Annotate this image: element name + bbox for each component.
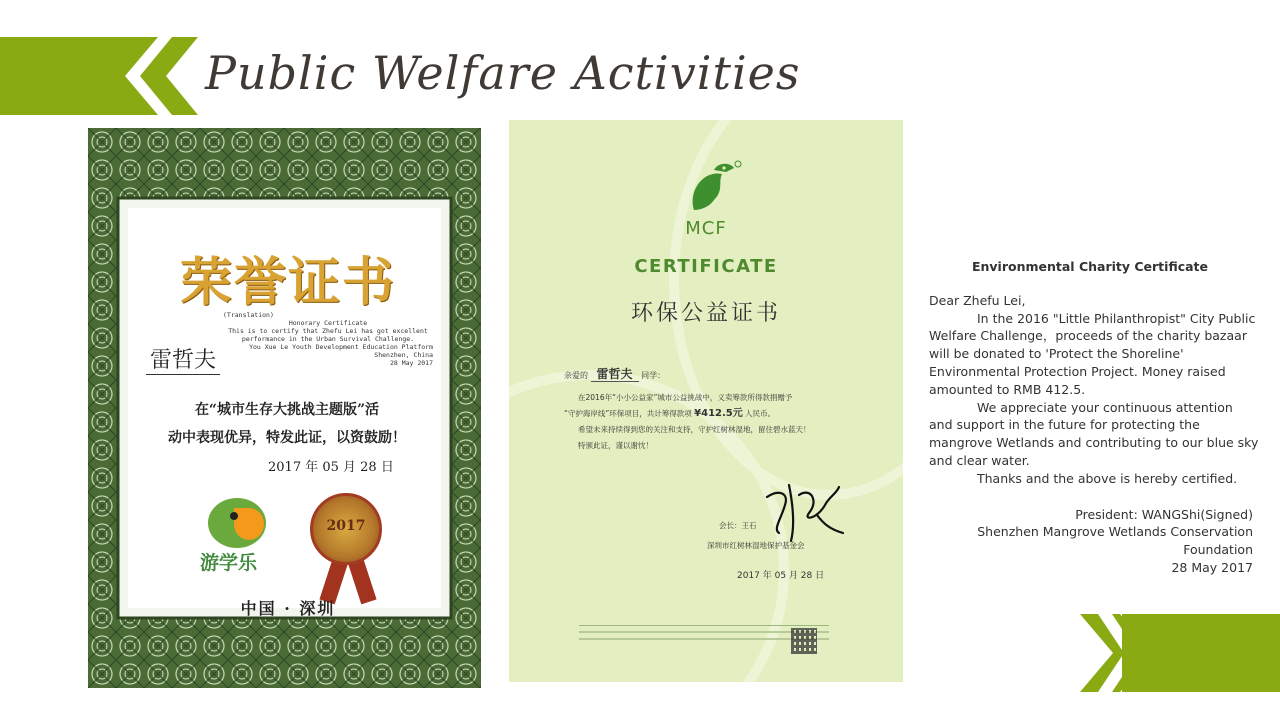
certificate-title-zh: 环保公益证书: [630, 301, 781, 326]
award-seal-icon: [310, 493, 382, 565]
footer-banner-bar: [1122, 614, 1280, 692]
signature-mark: [759, 475, 849, 545]
donation-amount: ¥412.5元: [694, 408, 743, 419]
letter-signature: [929, 506, 1253, 577]
logo-eye: [230, 512, 238, 520]
mcf-body-line: 在2016年“小小公益家”城市公益挑战中，义卖筹款所得款捐赠予: [578, 393, 793, 402]
letter-title: Environmental Charity Certificate: [971, 259, 1209, 274]
mcf-organization: 深圳市红树林湿地保护基金会: [707, 541, 805, 550]
mcf-body-pre: “守护海岸线”环保项目，共计筹得款项: [564, 409, 692, 418]
letter-paragraph: Thanks and the above is hereby certified.: [977, 470, 1238, 486]
greeting-prefix: 亲爱的: [564, 371, 588, 380]
honor-body-text: [133, 396, 441, 452]
letter-sign-org: Shenzhen Mangrove Wetlands Conservation Foundation: [977, 524, 1253, 558]
issue-place: 中国 · 深圳: [240, 599, 336, 618]
certificate-title-en: CERTIFICATE: [634, 256, 778, 277]
slide-title: Public Welfare Activities: [205, 46, 801, 100]
letter-paragraph: In the 2016 "Little Philanthropist" City Public Welfare Challenge，proceeds of the charity bazaar will be donated to 'Protect the Shoreline' Environmental Protection Project. Money raised amounted to RMB 412.5.: [929, 310, 1256, 397]
mcf-recipient-name: 雷哲夫: [591, 367, 639, 382]
translation-line: This is to certify that Zhefu Lei has got excellent: [228, 327, 428, 335]
mcf-date: 2017 年 05 月 28 日: [737, 571, 825, 581]
translation-line: You Xue Le Youth Development Education Platform: [249, 343, 433, 351]
translation-line: performance in the Urban Survival Challenge.: [241, 335, 415, 343]
translation-line: (Translation): [223, 311, 274, 319]
translation-block: [223, 311, 433, 367]
logo-beak: [234, 508, 264, 540]
mcf-bird-logo-icon: [684, 160, 744, 216]
honor-date: 2017 年 05 月 28 日: [268, 460, 394, 475]
mcf-certificate-image: [509, 120, 903, 682]
translation-line: Honorary Certificate: [288, 319, 368, 327]
header-chevron-icon: [125, 37, 205, 115]
youxuele-logo-icon: [208, 498, 266, 548]
honor-certificate-image: [88, 128, 481, 688]
mcf-body-line: 希望未来持续得到您的关注和支持，守护红树林湿地，留住碧水蓝天！: [578, 425, 811, 434]
logo-text: 游学乐: [200, 552, 258, 574]
mcf-logo-text: MCF: [685, 218, 727, 239]
letter-salutation: Dear Zhefu Lei,: [929, 292, 1026, 308]
translation-line: 28 May 2017: [389, 359, 433, 367]
mcf-body-post: 人民币。: [745, 409, 776, 418]
honor-body-line: 动中表现优异，特发此证，以资鼓励！: [168, 430, 406, 446]
mcf-greeting: [564, 365, 665, 382]
seal-year: 2017: [326, 518, 366, 534]
letter-sign-date: 28 May 2017: [1171, 559, 1253, 575]
letter-paragraph: We appreciate your continuous attention and support in the future for protecting the mangrove Wetlands and contributing to our blue sky and clear water.: [929, 399, 1259, 468]
greeting-suffix: 同学：: [641, 371, 666, 380]
mcf-body-line: 特颁此证，谨以谢忱！: [578, 441, 653, 450]
recipient-name: 雷哲夫: [146, 343, 220, 375]
letter-sign-president: President: WANGShi(Signed): [1075, 506, 1253, 522]
translation-line: Shenzhen, China: [374, 351, 433, 359]
honor-body-line: 在“城市生存大挑战主题版”活: [194, 402, 380, 418]
letter-translation: [929, 258, 1259, 577]
mcf-body-text: [564, 390, 864, 454]
mcf-body-line: [564, 406, 864, 422]
mcf-president: 会长：王石: [719, 521, 757, 530]
qr-code-icon: [791, 628, 817, 654]
honor-title: 荣誉证书: [179, 252, 396, 313]
